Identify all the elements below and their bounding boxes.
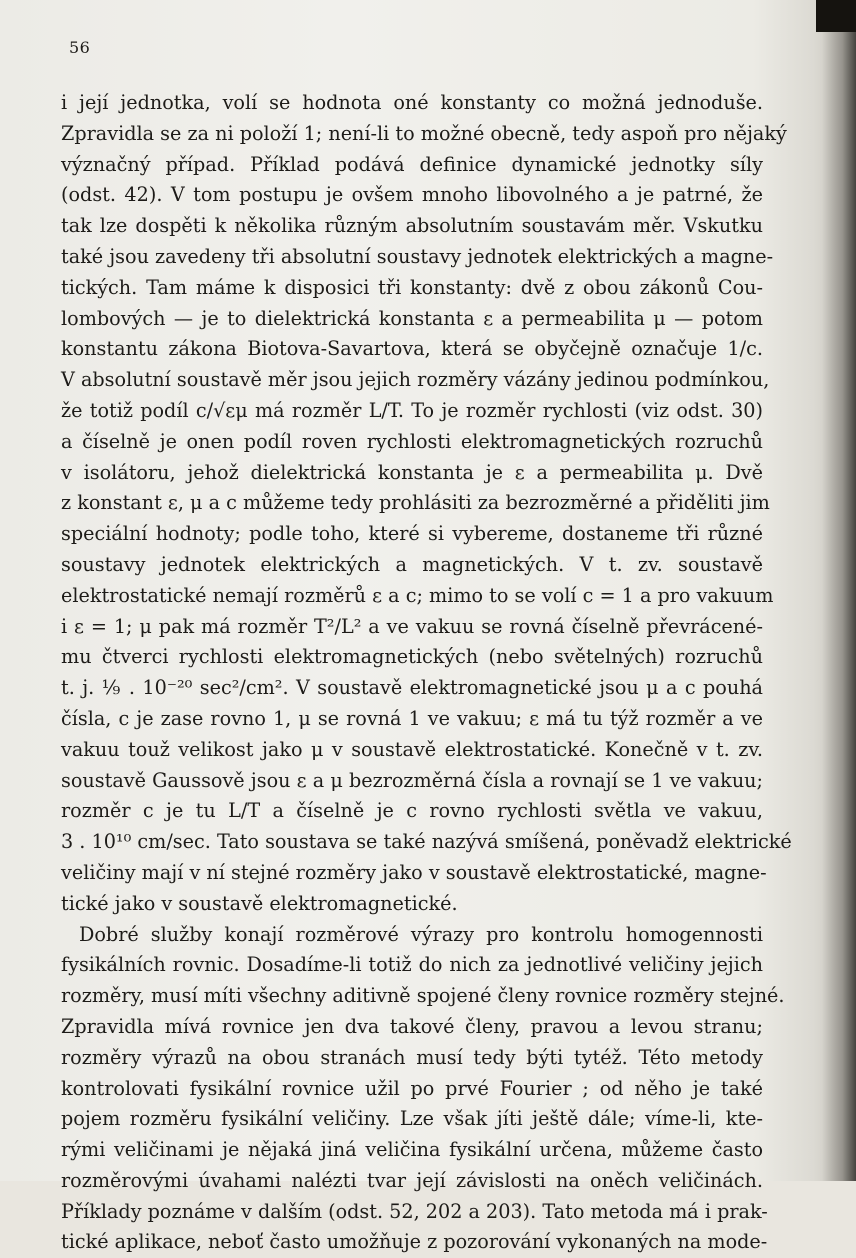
text-line: tické aplikace, neboť často umožňuje z pozorování vykonaných na mode- — [61, 1230, 768, 1254]
text-line: tických. Tam máme k disposici tři konstanty: dvě z obou zákonů Cou- — [61, 275, 763, 299]
text-line: a číselně je onen podíl roven rychlosti elektromagnetických rozruchů — [61, 429, 763, 453]
text-line: veličiny mají v ní stejné rozměry jako v soustavě elektrostatické, magne- — [61, 860, 767, 884]
text-line: (odst. 42). V tom postupu je ovšem mnoho libovolného a je patrné, že — [61, 183, 763, 207]
text-line: i ε = 1; μ pak má rozměr T²/L² a ve vakuu se rovná číselně převrácené- — [61, 614, 763, 638]
body-text — [61, 88, 792, 1258]
book-spine-shadow — [822, 0, 856, 1181]
text-line: fysikálních rovnic. Dosadíme-li totiž do nich za jednotlivé veličiny jejich — [61, 953, 763, 977]
text-line: soustavy jednotek elektrických a magnetických. V t. zv. soustavě — [61, 552, 763, 576]
text-line: i její jednotka, volí se hodnota oné konstanty co možná jednoduše. — [61, 91, 763, 114]
text-line: soustavě Gaussově jsou ε a μ bezrozměrná čísla a rovnají se 1 ve vakuu; — [61, 768, 763, 792]
text-line: pojem rozměru fysikální veličiny. Lze však jíti ještě dále; víme-li, kte- — [61, 1107, 763, 1131]
text-line: kontrolovati fysikální rovnice užil po prvé Fourier ; od něho je také — [61, 1076, 763, 1100]
text-line: V absolutní soustavě měr jsou jejich rozměry vázány jedinou podmínkou, — [61, 368, 770, 392]
text-line: rozměry výrazů na obou stranách musí tedy býti tytéž. Této metody — [61, 1045, 763, 1069]
text-line: Příklady poznáme v dalším (odst. 52, 202 a 203). Tato metoda má i prak- — [61, 1199, 768, 1223]
text-line: že totiž podíl c/√εμ má rozměr L/T. To je rozměr rychlosti (viz odst. 30) — [61, 398, 763, 422]
text-line: čísla, c je zase rovno 1, μ se rovná 1 ve vakuu; ε má tu týž rozměr a ve — [61, 706, 763, 730]
text-line: konstantu zákona Biotova-Savartova, která se obyčejně označuje 1/c. — [61, 337, 763, 361]
text-line: speciální hodnoty; podle toho, které si vybereme, dostaneme tři různé — [61, 522, 763, 546]
text-line: z konstant ε, μ a c můžeme tedy prohlásiti za bezrozměrné a přiděliti jim — [61, 491, 770, 515]
text-line: také jsou zavedeny tři absolutní soustavy jednotek elektrických a magne- — [61, 244, 774, 268]
text-line: Dobré služby konají rozměrové výrazy pro kontrolu homogennosti — [79, 922, 763, 946]
text-line: Zpravidla se za ni položí 1; není-li to možné obecně, tedy aspoň pro nějaký — [61, 121, 787, 145]
text-line: tak lze dospěti k několika různým absolutním soustavám měr. Vskutku — [61, 214, 763, 238]
page-number: 56 — [69, 38, 91, 57]
book-spine-corner — [816, 0, 856, 32]
text-line: Zpravidla mívá rovnice jen dva takové členy, pravou a levou stranu; — [61, 1014, 763, 1038]
text-line: rozměry, musí míti všechny aditivně spojené členy rovnice rozměry stejné. — [61, 984, 785, 1008]
text-line: rými veličinami je nějaká jiná veličina fysikální určena, můžeme často — [61, 1138, 763, 1162]
text-line: tické jako v soustavě elektromagnetické. — [61, 891, 458, 915]
text-line: v isolátoru, jehož dielektrická konstanta je ε a permeabilita μ. Dvě — [61, 460, 763, 484]
text-line: t. j. ⅑ . 10⁻²⁰ sec²/cm². V soustavě elektromagnetické jsou μ a c pouhá — [61, 676, 763, 700]
text-line: rozměr c je tu L/T a číselně je c rovno rychlosti světla ve vakuu, — [61, 799, 763, 823]
text-line: elektrostatické nemají rozměrů ε a c; mimo to se volí c = 1 a pro vakuum — [61, 583, 774, 607]
text-line: mu čtverci rychlosti elektromagnetických (nebo světelných) rozruchů — [61, 645, 763, 669]
text-line: 3 . 10¹⁰ cm/sec. Tato soustava se také nazývá smíšená, poněvadž elektrické — [61, 830, 792, 854]
text-line: význačný případ. Příklad podává definice dynamické jednotky síly — [61, 152, 763, 176]
text-line: rozměrovými úvahami nalézti tvar její závislosti na oněch veličinách. — [61, 1168, 763, 1192]
text-line: lombových — je to dielektrická konstanta ε a permeabilita μ — potom — [61, 306, 763, 330]
text-line: vakuu touž velikost jako μ v soustavě elektrostatické. Konečně v t. zv. — [61, 737, 763, 761]
